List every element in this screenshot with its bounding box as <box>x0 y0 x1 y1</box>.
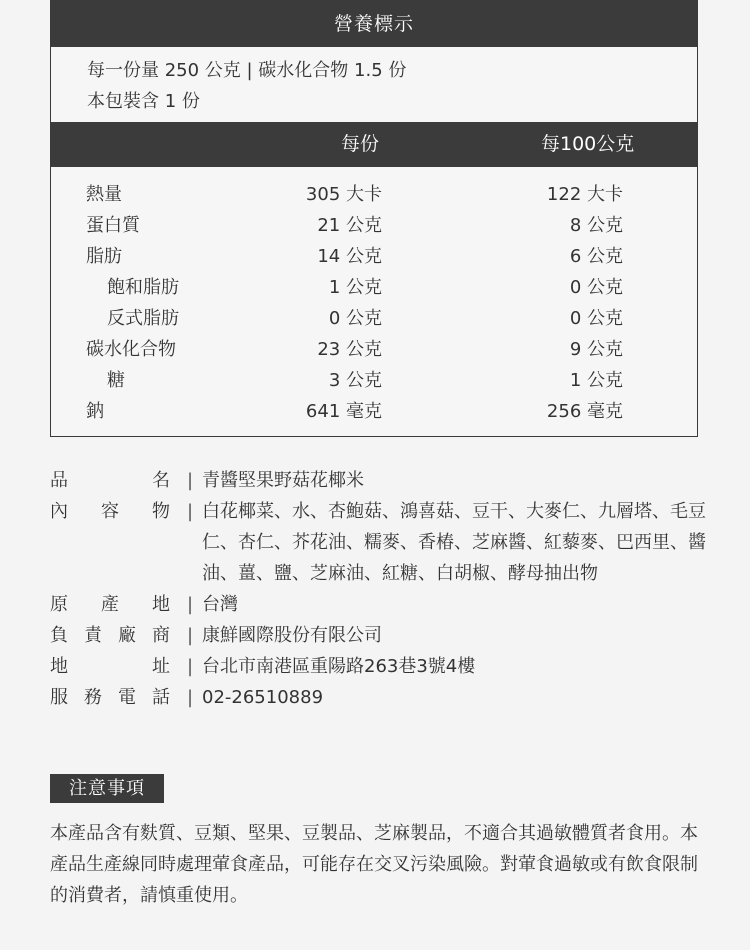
nutrition-row-calories <box>51 179 697 210</box>
separator: | <box>187 470 194 491</box>
nutrition-row-fat <box>51 241 697 272</box>
phone-label: 服 務 電 話 <box>50 687 170 708</box>
separator: | <box>187 687 194 708</box>
info-row-address <box>50 651 710 682</box>
separator: | <box>187 625 194 646</box>
nutrition-row-protein <box>51 210 697 241</box>
serving-info <box>51 47 697 122</box>
per-100g-value: 0 公克 <box>569 277 623 298</box>
separator: | <box>187 501 194 522</box>
servings-per-package-line: 本包裝含 1 份 <box>87 91 200 112</box>
nutrition-row-sugar <box>51 365 697 396</box>
nutrition-title: 營養標示 <box>51 1 697 47</box>
nutrition-row-trans-fat <box>51 303 697 334</box>
per-100g-value: 6 公克 <box>569 246 623 267</box>
info-row-product-name <box>50 465 710 496</box>
notice-title: 注意事項 <box>50 774 164 803</box>
per-serving-value: 305 大卡 <box>305 184 382 205</box>
nutrient-name: 碳水化合物 <box>86 339 176 360</box>
per-serving-value: 21 公克 <box>317 215 382 236</box>
nutrition-facts-table <box>50 0 698 437</box>
info-row-manufacturer <box>50 620 710 651</box>
per-100g-value: 9 公克 <box>569 339 623 360</box>
nutrition-column-header <box>51 122 697 167</box>
per-100g-value: 256 毫克 <box>546 401 623 422</box>
notice-text: 本產品含有麩質、豆類、堅果、豆製品、芝麻製品，不適合其過敏體質者食用。本產品生產線同時處理葷食產品，可能存在交叉污染風險。對葷食過敏或有飲食限制的消費者，請慎重使用。 <box>50 823 698 906</box>
per-100g-value: 122 大卡 <box>546 184 623 205</box>
info-row-origin <box>50 589 710 620</box>
per-serving-value: 0 公克 <box>328 308 382 329</box>
nutrition-rows <box>51 167 697 427</box>
nutrient-name: 鈉 <box>86 401 104 422</box>
per-100g-value: 1 公克 <box>569 370 623 391</box>
info-row-phone <box>50 682 710 713</box>
per-100g-header: 每100公克 <box>541 133 635 155</box>
phone-value: 02-26510889 <box>202 687 324 708</box>
per-serving-header: 每份 <box>341 133 380 155</box>
origin-value: 台灣 <box>202 594 238 615</box>
separator: | <box>187 656 194 677</box>
per-serving-value: 3 公克 <box>328 370 382 391</box>
address-value: 台北市南港區重陽路263巷3號4樓 <box>202 656 476 677</box>
nutrient-name: 反式脂肪 <box>107 308 179 329</box>
serving-size-line: 每一份量 250 公克 | 碳水化合物 1.5 份 <box>87 60 407 81</box>
manufacturer-label: 負 責 廠 商 <box>50 625 170 646</box>
per-serving-value: 14 公克 <box>317 246 382 267</box>
nutrient-name: 熱量 <box>86 184 122 205</box>
nutrient-name: 脂肪 <box>86 246 122 267</box>
nutrition-row-sodium <box>51 396 697 427</box>
info-row-ingredients <box>50 496 710 589</box>
nutrient-name: 蛋白質 <box>86 215 140 236</box>
per-100g-value: 0 公克 <box>569 308 623 329</box>
nutrition-row-carbohydrate <box>51 334 697 365</box>
ingredients-value: 白花椰菜、水、杏鮑菇、鴻喜菇、豆干、大麥仁、九層塔、毛豆仁、杏仁、芥花油、糯麥、香椿、芝麻醬、紅藜麥、巴西里、醬油、薑、鹽、芝麻油、紅糖、白胡椒、酵母抽出物 <box>202 501 706 584</box>
product-name-label: 品 名 <box>50 470 170 491</box>
address-label: 地 址 <box>50 656 170 677</box>
per-serving-value: 1 公克 <box>328 277 382 298</box>
separator: | <box>187 594 194 615</box>
product-name-value: 青醬堅果野菇花椰米 <box>202 470 364 491</box>
nutrition-row-saturated-fat <box>51 272 697 303</box>
per-serving-value: 23 公克 <box>317 339 382 360</box>
product-info <box>50 465 710 713</box>
ingredients-label: 內 容 物 <box>50 501 170 522</box>
nutrient-name: 糖 <box>107 370 125 391</box>
per-100g-value: 8 公克 <box>569 215 623 236</box>
origin-label: 原 產 地 <box>50 594 170 615</box>
nutrient-name: 飽和脂肪 <box>107 277 179 298</box>
manufacturer-value: 康鮮國際股份有限公司 <box>202 625 382 646</box>
per-serving-value: 641 毫克 <box>305 401 382 422</box>
